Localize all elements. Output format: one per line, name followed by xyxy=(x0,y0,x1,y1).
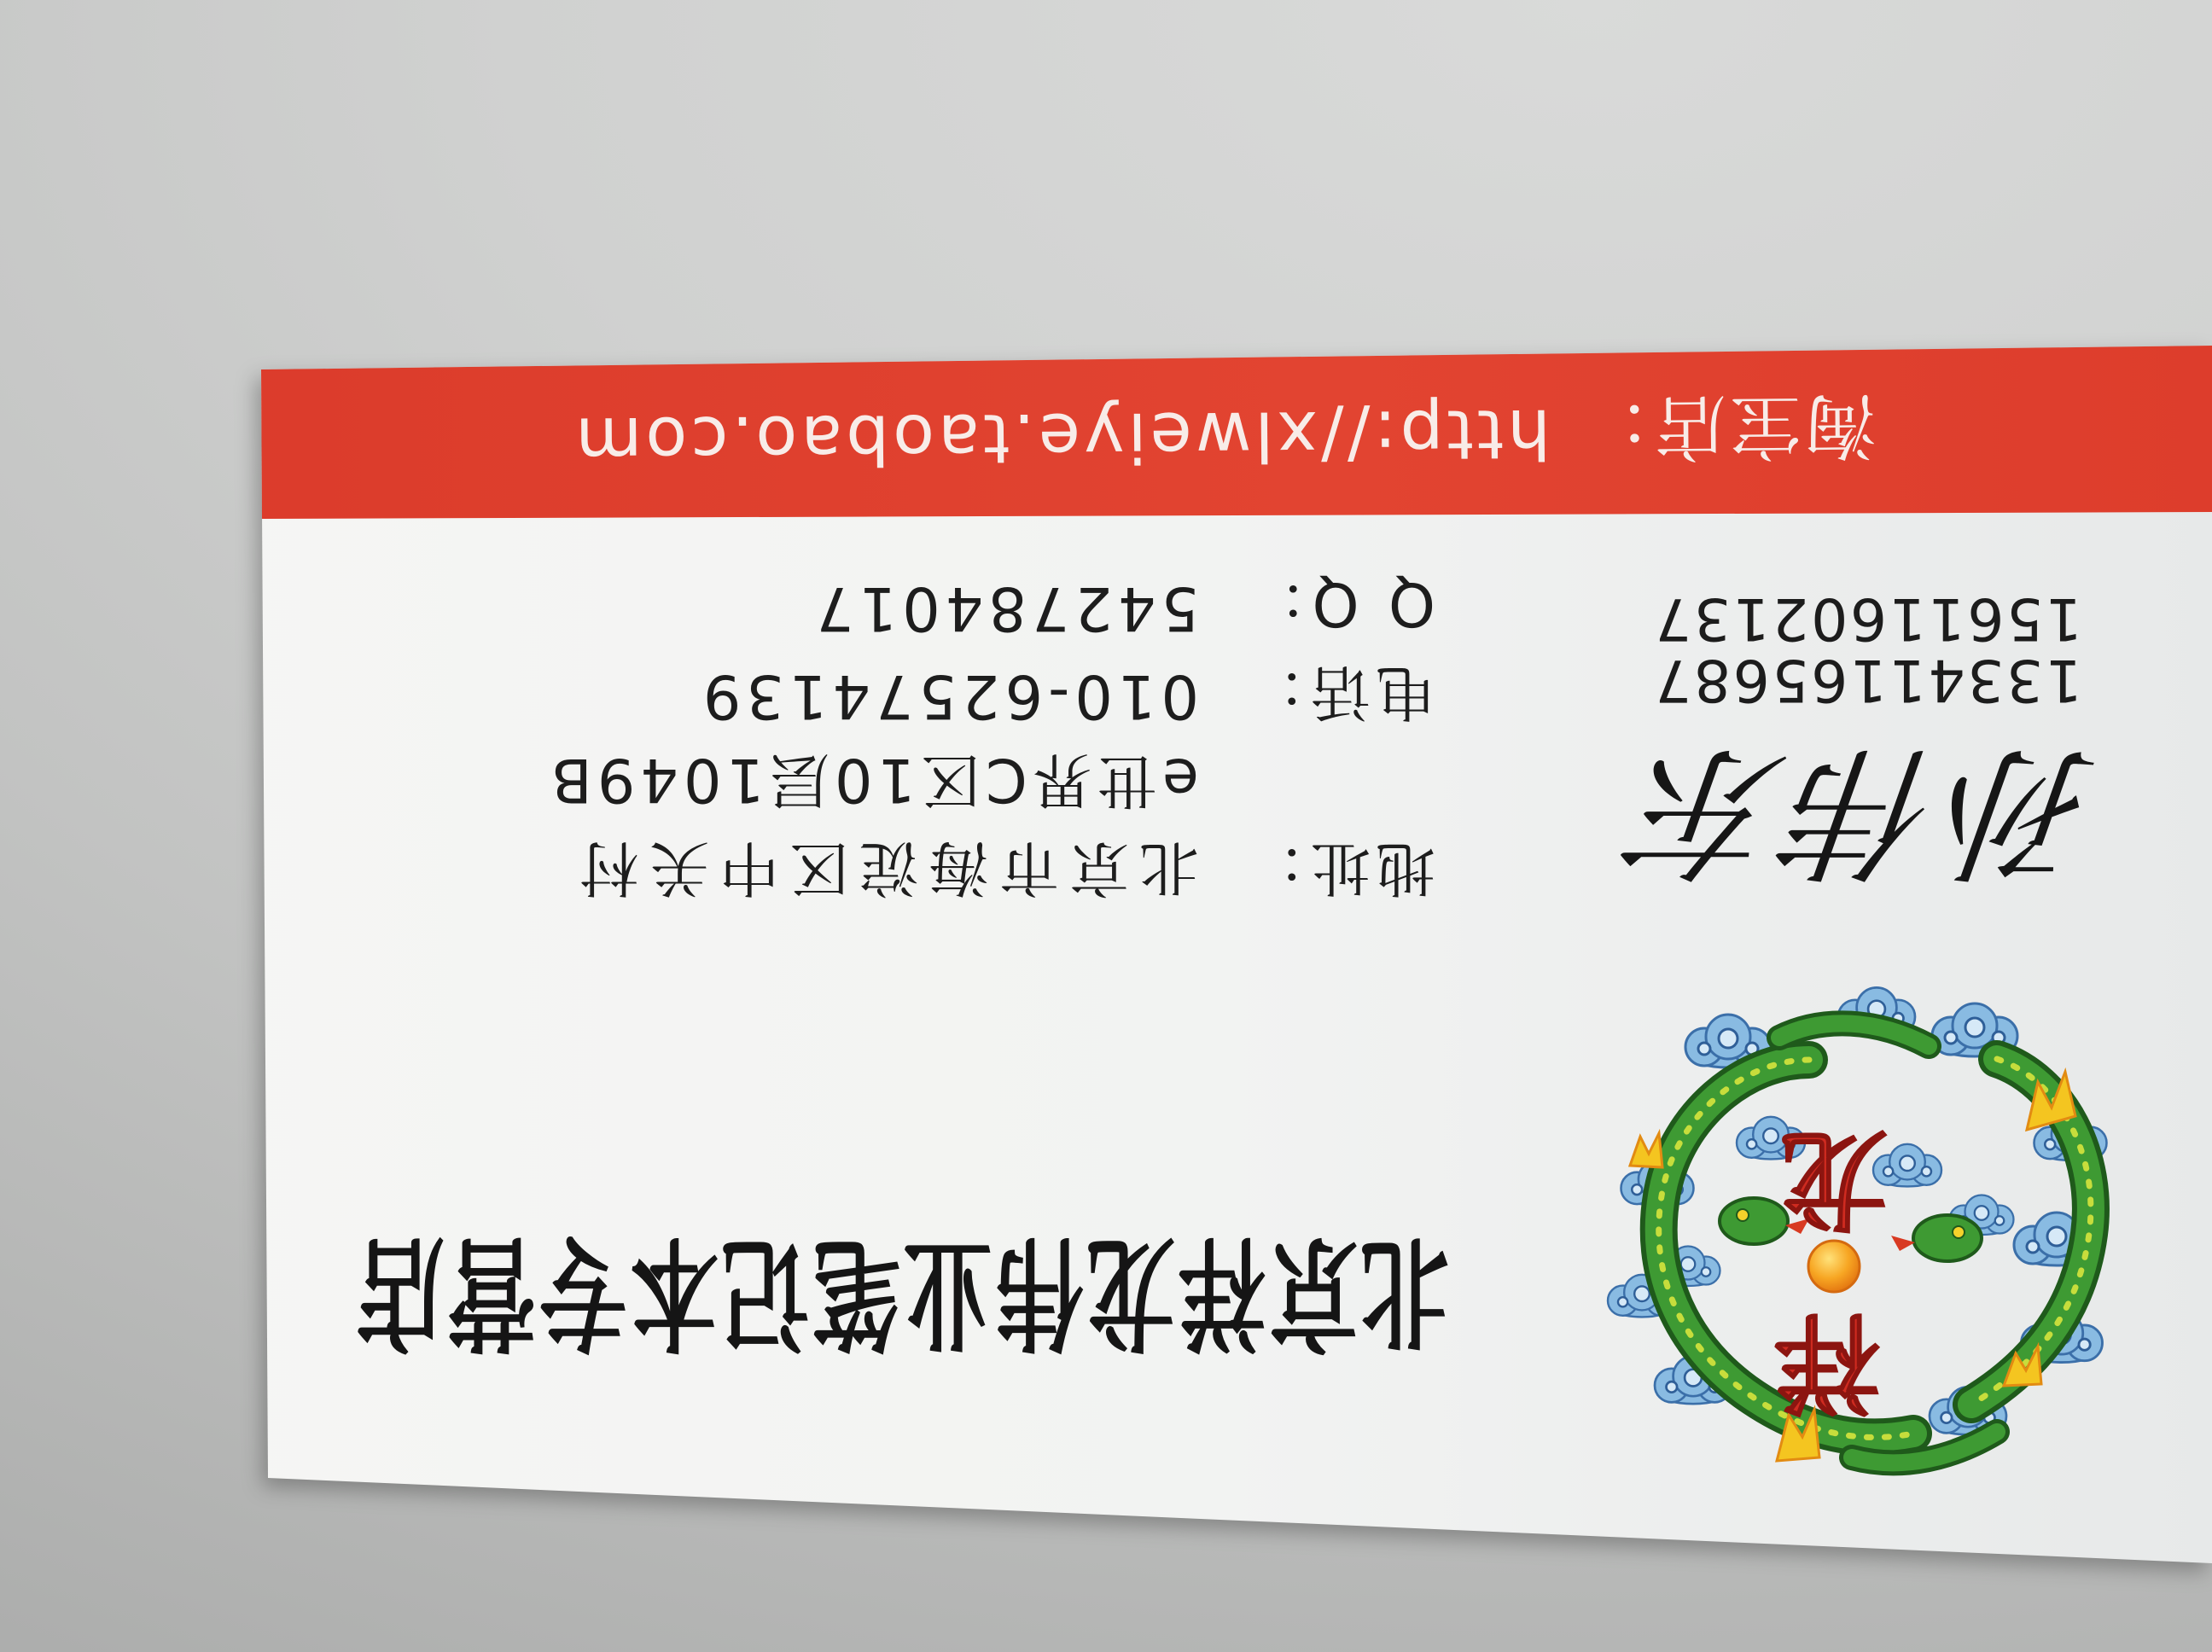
pearl xyxy=(1808,1241,1860,1292)
taobao-url: http://xlweiye.taobao.com xyxy=(572,394,1551,483)
taobao-line xyxy=(564,383,1877,483)
contact-info-block xyxy=(522,565,1435,916)
address-row-2 xyxy=(522,741,1435,829)
contact-signature: 孙伟东 xyxy=(1621,728,2104,895)
qq-value: 542784017 xyxy=(811,573,1199,644)
flame-motif xyxy=(1630,1133,1662,1167)
address-line-2: e世界C区10层1049B xyxy=(545,745,1199,815)
qq-label: Q Q： xyxy=(1242,569,1435,639)
logo-character-xiang: 祥 xyxy=(1773,1299,1881,1423)
phone-value: 010-62574139 xyxy=(697,661,1199,732)
phone-label: 电话： xyxy=(1241,657,1435,727)
phone-row xyxy=(522,653,1435,741)
address-label: 地址： xyxy=(1241,833,1435,903)
qq-row xyxy=(522,565,1435,653)
mobile-number: 13341165687 xyxy=(1652,646,2082,713)
shop-name-title: 北京祥龙伟业笔记本专营店 xyxy=(352,1219,1449,1364)
dragon-head-right xyxy=(1891,1215,1982,1261)
logo-character-long: 龙 xyxy=(1780,1115,1888,1240)
mobile-number: 15611602137 xyxy=(1652,585,2082,652)
address-row xyxy=(522,829,1435,916)
mobile-numbers xyxy=(1634,585,2082,713)
taobao-label: 淘宝店： xyxy=(1575,383,1877,470)
dragon-emblem-icon xyxy=(1596,978,2116,1490)
address-line-1: 北京市海淀区中关村 xyxy=(569,833,1199,903)
